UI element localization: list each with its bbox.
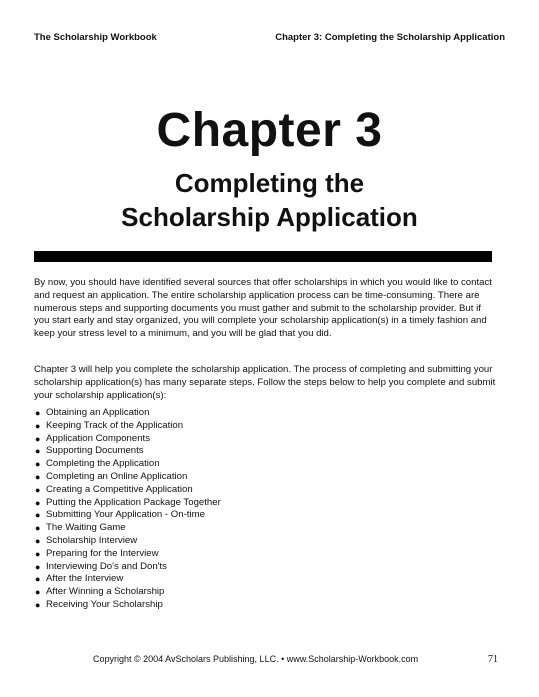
steps-paragraph: Chapter 3 will help you complete the scholarship application. The process of completing and submitting your scholarship application(s) has many separate steps. Follow the steps below to help you complete and submit your scholarship application(s): — [34, 364, 496, 401]
list-item — [34, 522, 434, 535]
chapter-title-line-1: Completing the — [174, 168, 365, 198]
chapter-header: Chapter 3: Completing the Scholarship Application — [275, 32, 505, 43]
list-item — [34, 586, 434, 599]
list-item-label: Putting the Application Package Together — [46, 496, 221, 508]
bullet-icon: ● — [35, 408, 41, 418]
list-item-label: The Waiting Game — [46, 522, 126, 534]
list-item — [34, 445, 434, 458]
bullet-icon: ● — [35, 420, 41, 431]
list-item — [34, 561, 434, 574]
list-item-label: Obtaining an Application — [46, 407, 150, 418]
topic-list — [34, 407, 434, 612]
chapter-number-heading: Chapter 3 — [156, 104, 383, 157]
list-item — [34, 458, 434, 471]
list-item-label: Interviewing Do's and Don'ts — [46, 560, 167, 572]
bullet-icon: ● — [35, 497, 41, 508]
list-item — [34, 573, 434, 586]
list-item-label: After Winning a Scholarship — [46, 586, 165, 598]
list-item — [34, 484, 434, 497]
list-item — [34, 407, 434, 420]
list-item-label: Completing the Application — [46, 458, 160, 470]
list-item-label: Creating a Competitive Application — [46, 483, 193, 495]
list-item — [34, 497, 434, 510]
list-item — [34, 548, 434, 561]
bullet-icon: ● — [35, 548, 41, 559]
list-item — [34, 471, 434, 484]
list-item-label: Receiving Your Scholarship — [46, 598, 163, 610]
chapter-title-line-2: Scholarship Application — [121, 202, 418, 232]
bullet-icon: ● — [35, 433, 41, 444]
running-header — [34, 32, 505, 46]
list-item-label: After the Interview — [46, 573, 124, 585]
list-item-label: Application Components — [46, 432, 150, 444]
book-title: The Scholarship Workbook — [34, 32, 157, 43]
bullet-icon: ● — [35, 459, 41, 470]
list-item-label: Completing an Online Application — [46, 470, 188, 482]
bullet-icon: ● — [35, 484, 41, 495]
bullet-icon: ● — [35, 587, 41, 598]
list-item — [34, 509, 434, 522]
bullet-icon: ● — [35, 561, 41, 572]
bullet-icon: ● — [35, 523, 41, 534]
list-item-label: Keeping Track of the Application — [46, 419, 184, 431]
bullet-icon: ● — [35, 471, 41, 482]
list-item-label: Scholarship Interview — [46, 534, 138, 546]
intro-paragraph: By now, you should have identified several sources that offer scholarships in which you would like to contact and request an application. The entire scholarship application process can be time-consuming. There are numerous steps and supporting documents you must gather and submit to the scholarship provider. But if you start early and stay organized, you will complete your scholarship application(s) in a timely fashion and keep your stress level to a minimum, and you will be glad that you did. — [34, 277, 492, 340]
page-number: 71 — [488, 654, 498, 665]
bullet-icon: ● — [35, 446, 41, 457]
chapter-title — [0, 166, 539, 234]
bullet-icon: ● — [35, 599, 41, 610]
page-footer — [0, 654, 539, 668]
list-item — [34, 433, 434, 446]
bullet-icon: ● — [35, 574, 41, 585]
bullet-icon: ● — [35, 535, 41, 546]
copyright-notice: Copyright © 2004 AvScholars Publishing, LLC. • www.Scholarship-Workbook.com — [93, 654, 419, 664]
bullet-icon: ● — [35, 510, 41, 521]
list-item-label: Supporting Documents — [46, 445, 144, 457]
list-item-label: Preparing for the Interview — [46, 547, 159, 559]
chapter-divider-bar — [34, 251, 492, 262]
list-item-label: Submitting Your Application - On-time — [46, 509, 205, 521]
list-item — [34, 535, 434, 548]
list-item — [34, 420, 434, 433]
list-item — [34, 599, 434, 612]
